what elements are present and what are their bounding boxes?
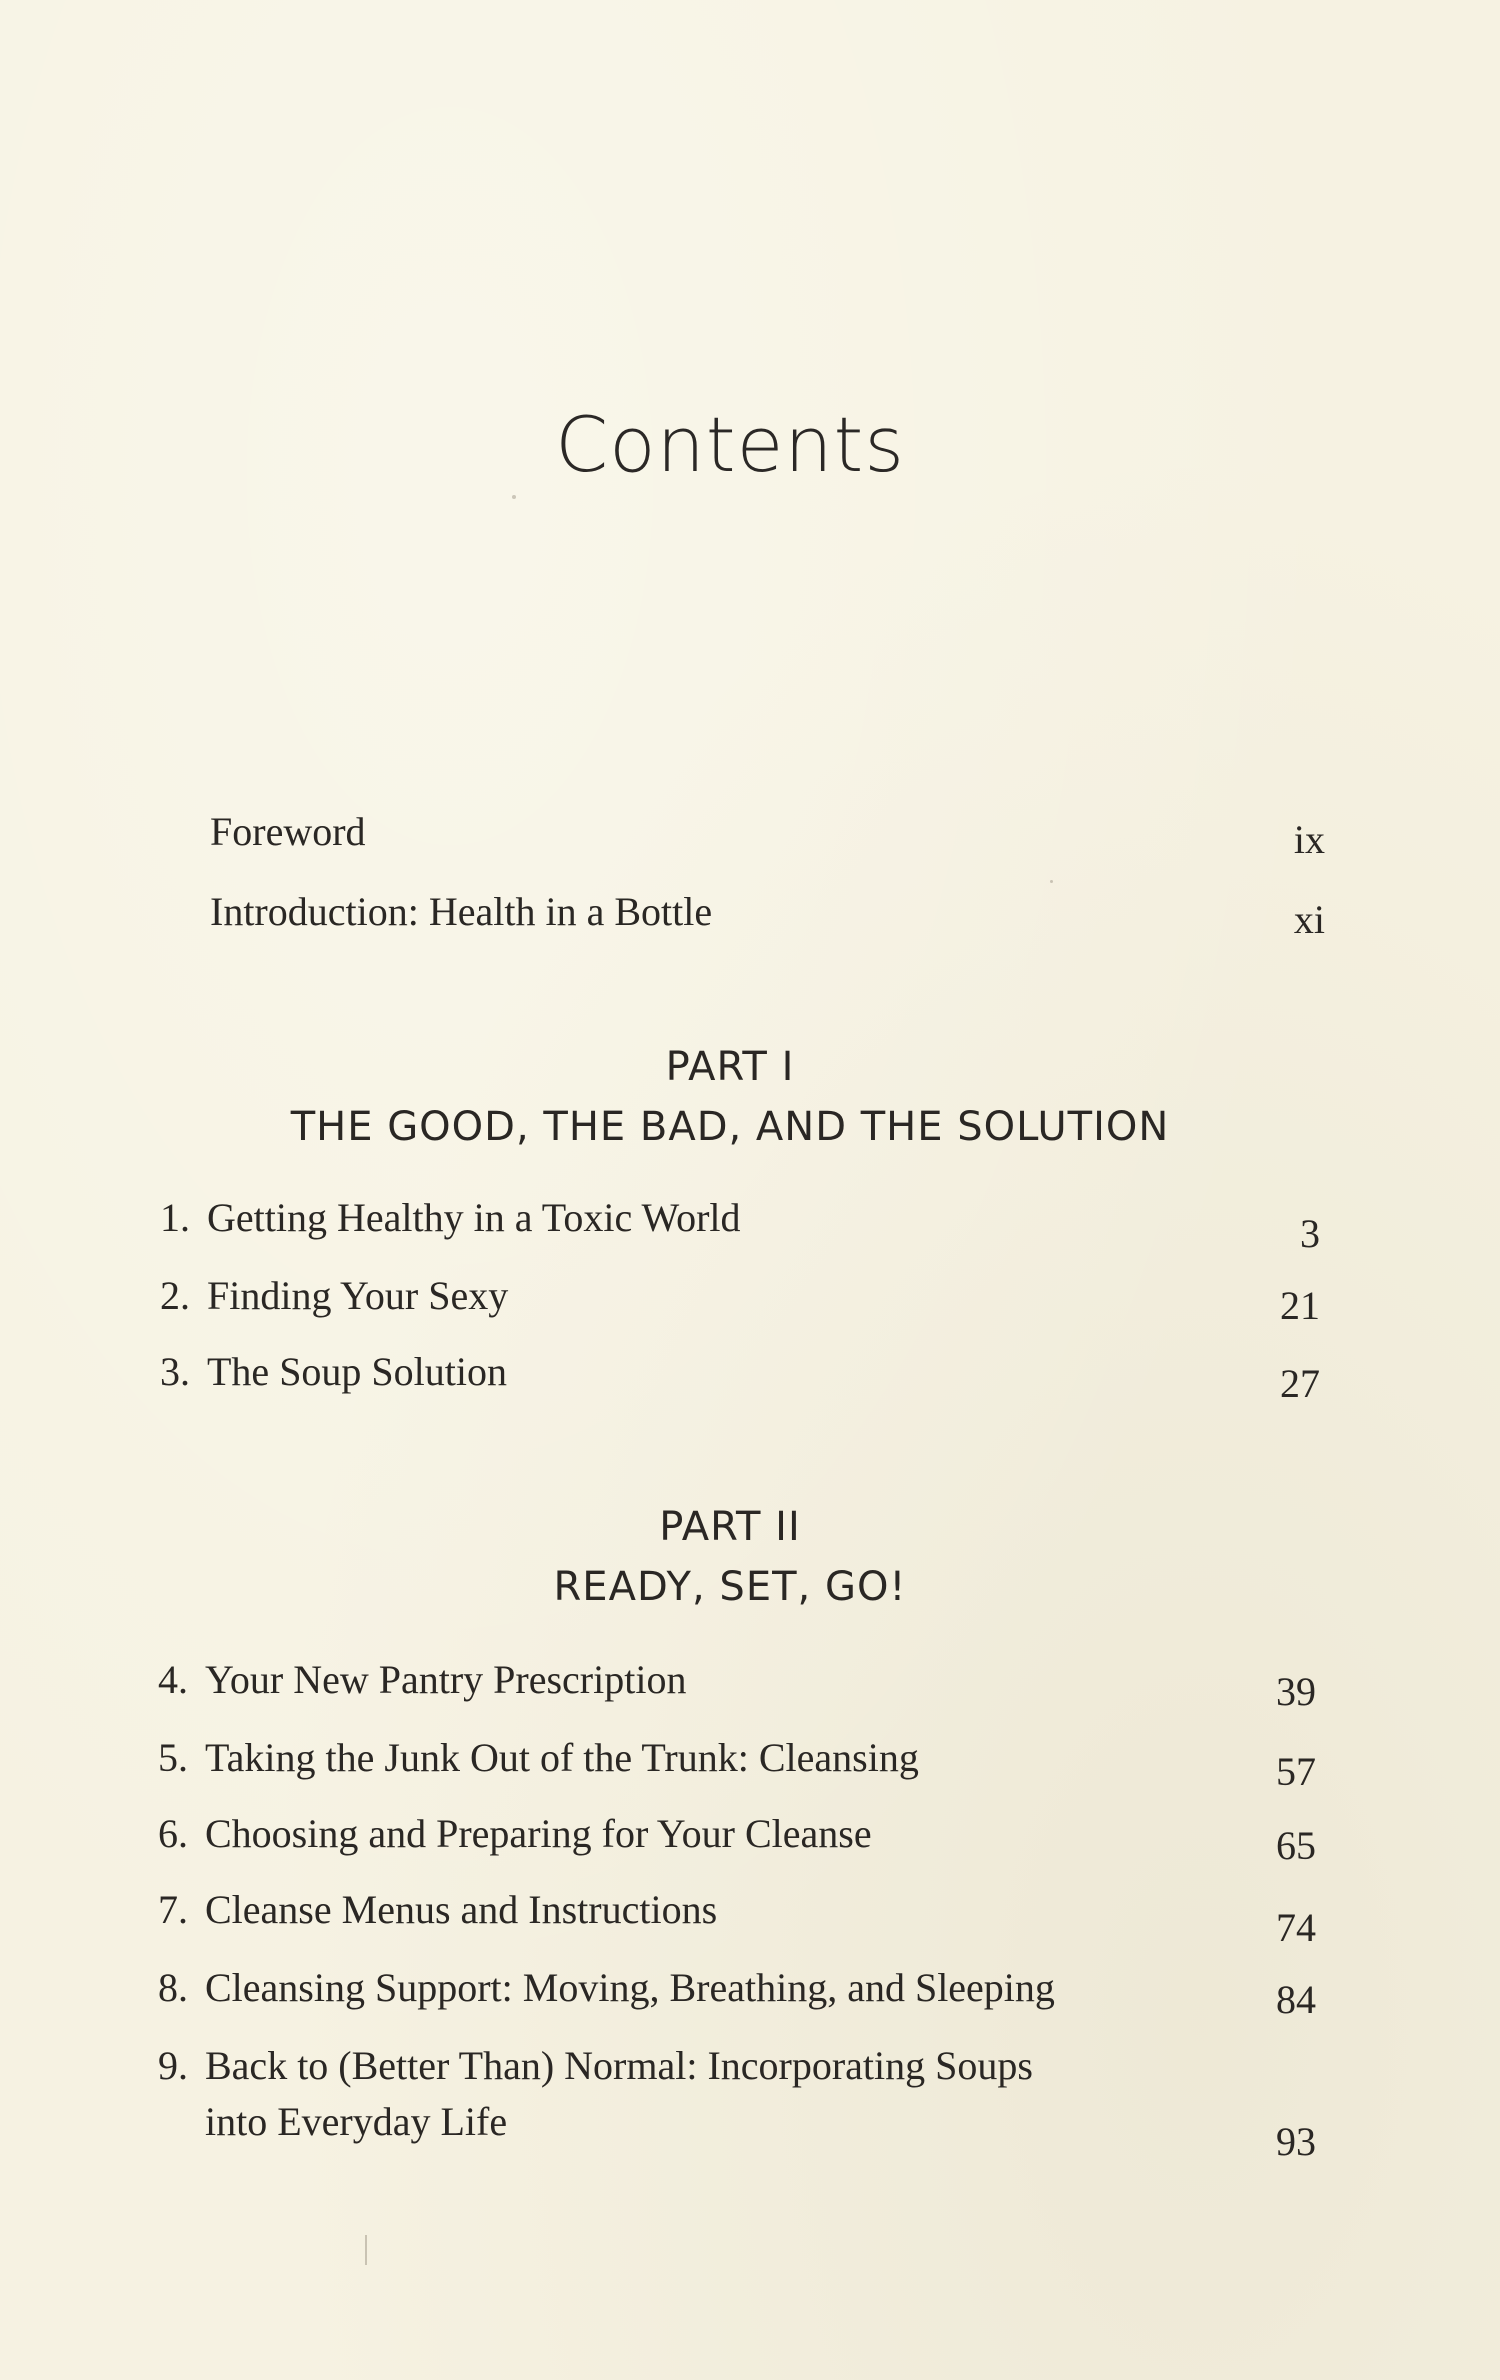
chapter-title-line-1: Back to (Better Than) Normal: Incorporating Soups — [205, 2043, 1033, 2088]
chapter-page: 27 — [1280, 1361, 1320, 1406]
paper-speck — [1050, 880, 1053, 883]
part-two-label: PART II — [659, 1504, 801, 1550]
chapter-title: Your New Pantry Prescription — [205, 1657, 687, 1702]
chapter-page: 84 — [1276, 1977, 1316, 2022]
chapter-title: Getting Healthy in a Toxic World — [207, 1195, 741, 1240]
chapter-title: Taking the Junk Out of the Trunk: Cleansing — [205, 1735, 919, 1780]
chapter-number: 5. — [158, 1735, 188, 1780]
chapter-number: 8. — [158, 1965, 188, 2010]
chapter-title: Cleanse Menus and Instructions — [205, 1887, 718, 1932]
chapter-number: 1. — [160, 1195, 190, 1240]
chapter-title: Finding Your Sexy — [207, 1273, 509, 1318]
chapter-page: 39 — [1276, 1669, 1316, 1714]
introduction-label: Introduction: Health in a Bottle — [210, 889, 713, 934]
chapter-title: Cleansing Support: Moving, Breathing, and Sleeping — [205, 1965, 1055, 2010]
chapter-number: 9. — [158, 2043, 188, 2088]
chapter-page: 3 — [1300, 1211, 1320, 1256]
chapter-number: 3. — [160, 1349, 190, 1394]
contents-title: Contents — [555, 400, 905, 489]
introduction-page: xi — [1293, 897, 1325, 942]
chapter-number: 7. — [158, 1887, 188, 1932]
chapter-number: 6. — [158, 1811, 188, 1856]
part-two-title: READY, SET, GO! — [553, 1564, 907, 1610]
chapter-page: 65 — [1276, 1823, 1316, 1868]
chapter-page: 74 — [1276, 1905, 1316, 1950]
chapter-page: 21 — [1280, 1283, 1320, 1328]
chapter-number: 2. — [160, 1273, 190, 1318]
part-one-label: PART I — [665, 1044, 795, 1090]
chapter-page: 93 — [1276, 2119, 1316, 2164]
foreword-label: Foreword — [210, 809, 366, 854]
part-one-title: THE GOOD, THE BAD, AND THE SOLUTION — [290, 1104, 1170, 1150]
chapter-title: The Soup Solution — [207, 1349, 508, 1394]
foreword-page: ix — [1293, 817, 1325, 862]
chapter-page: 57 — [1276, 1749, 1316, 1794]
paper-speck — [365, 2235, 367, 2265]
paper-speck — [512, 495, 516, 499]
chapter-title: Choosing and Preparing for Your Cleanse — [205, 1811, 872, 1856]
chapter-title-line-2: into Everyday Life — [205, 2099, 508, 2144]
chapter-number: 4. — [158, 1657, 188, 1702]
